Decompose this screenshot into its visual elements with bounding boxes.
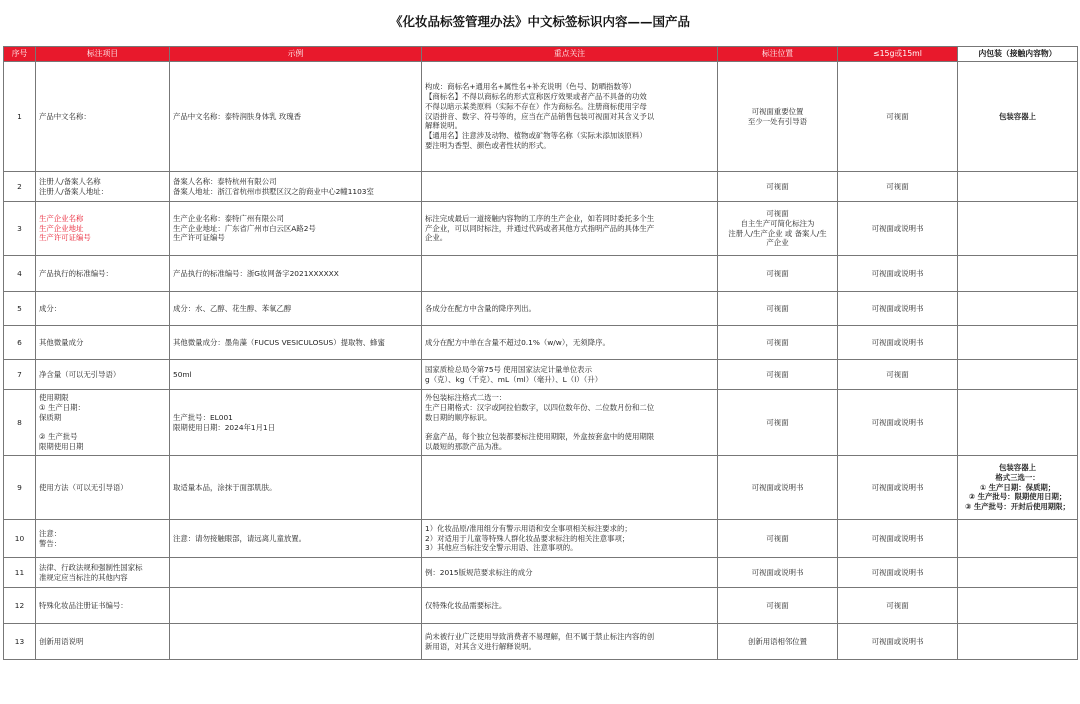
cell-small-package: 可视面或说明书 bbox=[838, 456, 958, 520]
cell-no: 11 bbox=[4, 558, 36, 588]
cell-focus bbox=[422, 390, 718, 456]
label-requirements-table bbox=[3, 46, 1078, 660]
cell-item bbox=[36, 256, 170, 292]
cell-focus-line: 成分在配方中单在含量不超过0.1%（w/w），无须降序。 bbox=[425, 337, 610, 347]
cell-small-package: 可视面或说明书 bbox=[838, 520, 958, 558]
cell-item-line: 注意： bbox=[39, 528, 62, 538]
cell-inner-package-line: ③ 生产批号：开封后使用期限； bbox=[965, 502, 1070, 512]
cell-focus-line: 不得以暗示某类原料（实际不存在）作为商标名。注册商标使用字母 bbox=[425, 101, 647, 111]
cell-item-line: 警告： bbox=[39, 538, 62, 548]
cell-no: 4 bbox=[4, 256, 36, 292]
cell-focus bbox=[422, 292, 718, 326]
cell-item-line: 特殊化妆品注册证书编号： bbox=[39, 600, 128, 610]
table-row bbox=[4, 520, 1078, 558]
cell-item bbox=[36, 172, 170, 202]
cell-position-line: 可视面 bbox=[766, 369, 789, 379]
cell-item-line: ② 生产批号 bbox=[39, 432, 78, 442]
cell-inner-package-line: ① 生产日期：保质期； bbox=[979, 482, 1056, 492]
cell-position-line: 创新用语相邻位置 bbox=[747, 636, 808, 646]
cell-focus-line: g（克）、kg（千克）、mL（ml）（毫升）、L（l）（升） bbox=[425, 374, 603, 384]
cell-focus bbox=[422, 588, 718, 624]
header-inner-package: 内包装（接触内容物） bbox=[958, 47, 1078, 62]
cell-position-line: 产企业 bbox=[766, 238, 789, 248]
cell-position-line: 自主生产可简化标注为 bbox=[740, 218, 815, 228]
cell-position bbox=[718, 360, 838, 390]
cell-position bbox=[718, 558, 838, 588]
cell-item-line: 其他微量成分 bbox=[39, 337, 84, 347]
cell-position bbox=[718, 588, 838, 624]
cell-focus-line: 外包装标注格式二选一： bbox=[425, 393, 507, 403]
cell-small-package: 可视面 bbox=[838, 172, 958, 202]
cell-focus-line: 3）其他应当标注安全警示用语、注意事项的。 bbox=[425, 543, 578, 553]
cell-focus-line: 数日期的顺序标识。 bbox=[425, 412, 492, 422]
header-focus: 重点关注 bbox=[422, 47, 718, 62]
cell-position bbox=[718, 62, 838, 172]
cell-item-line: 生产许可证编号 bbox=[39, 233, 91, 243]
cell-position-line: 可视面 bbox=[766, 208, 789, 218]
cell-focus bbox=[422, 456, 718, 520]
cell-example-line: 限期使用日期：2024年1月1日 bbox=[173, 422, 276, 432]
cell-item-line: 注册人/备案人地址： bbox=[39, 186, 109, 196]
cell-inner-package bbox=[958, 202, 1078, 256]
cell-example bbox=[170, 292, 422, 326]
cell-position bbox=[718, 326, 838, 360]
cell-focus-line: 构成：商标名+通用名+属性名+补充说明（色号、防晒指数等） bbox=[425, 82, 636, 92]
cell-position-line: 可视面 bbox=[766, 181, 789, 191]
cell-focus bbox=[422, 624, 718, 660]
cell-focus bbox=[422, 62, 718, 172]
cell-item-line: 生产企业名称 bbox=[39, 213, 84, 223]
cell-inner-package bbox=[958, 172, 1078, 202]
cell-no: 5 bbox=[4, 292, 36, 326]
cell-focus bbox=[422, 520, 718, 558]
cell-position bbox=[718, 202, 838, 256]
cell-position bbox=[718, 456, 838, 520]
cell-focus-line: 【商标名】不得以商标名的形式宣称医疗效果或者产品不具备的功效 bbox=[425, 92, 647, 102]
cell-inner-package bbox=[958, 520, 1078, 558]
cell-inner-package-line: ② 生产批号：限期使用日期； bbox=[968, 492, 1067, 502]
cell-small-package: 可视面或说明书 bbox=[838, 624, 958, 660]
header-item: 标注项目 bbox=[36, 47, 170, 62]
cell-focus bbox=[422, 360, 718, 390]
cell-small-package: 可视面或说明书 bbox=[838, 558, 958, 588]
cell-position bbox=[718, 624, 838, 660]
cell-item-line: 注册人/备案人名称 bbox=[39, 176, 101, 186]
cell-example-line: 50ml bbox=[173, 369, 192, 379]
cell-item bbox=[36, 360, 170, 390]
cell-small-package: 可视面 bbox=[838, 62, 958, 172]
cell-example bbox=[170, 558, 422, 588]
cell-item bbox=[36, 624, 170, 660]
cell-item-line: 成分： bbox=[39, 303, 62, 313]
cell-inner-package bbox=[958, 390, 1078, 456]
cell-inner-package bbox=[958, 62, 1078, 172]
cell-no: 9 bbox=[4, 456, 36, 520]
cell-inner-package bbox=[958, 624, 1078, 660]
cell-example-line: 备案人地址：浙江省杭州市拱墅区汉之韵商业中心2幢1103室 bbox=[173, 186, 374, 196]
header-small-package: ≤15g或15ml bbox=[838, 47, 958, 62]
cell-example-line: 生产企业名称：泰特广州有限公司 bbox=[173, 213, 284, 223]
cell-small-package: 可视面或说明书 bbox=[838, 390, 958, 456]
cell-focus-line: 尚未被行业广泛使用导致消费者不易理解，但不属于禁止标注内容的创 bbox=[425, 631, 655, 641]
cell-item bbox=[36, 588, 170, 624]
cell-example bbox=[170, 588, 422, 624]
cell-focus-line: 例：2015版规范要求标注的成分 bbox=[425, 567, 533, 577]
cell-position-line: 可视面重要位置 bbox=[751, 106, 804, 116]
cell-inner-package bbox=[958, 360, 1078, 390]
cell-no: 6 bbox=[4, 326, 36, 360]
cell-item bbox=[36, 292, 170, 326]
cell-inner-package-line: 包装容器上 bbox=[999, 111, 1036, 121]
cell-small-package: 可视面或说明书 bbox=[838, 256, 958, 292]
cell-item-line: 使用方法（可以无引导语） bbox=[39, 482, 128, 492]
cell-position-line: 可视面或说明书 bbox=[751, 567, 804, 577]
table-row bbox=[4, 172, 1078, 202]
cell-focus bbox=[422, 326, 718, 360]
cell-focus-line: 仅特殊化妆品需要标注。 bbox=[425, 600, 507, 610]
cell-inner-package-line: 包装容器上 bbox=[999, 463, 1036, 473]
cell-inner-package bbox=[958, 456, 1078, 520]
cell-example bbox=[170, 62, 422, 172]
cell-example bbox=[170, 624, 422, 660]
table-row bbox=[4, 456, 1078, 520]
cell-example-line: 成分：水、乙醇、花生醇、苯氧乙醇 bbox=[173, 303, 292, 313]
cell-example-line: 其他微量成分：墨角藻（FUCUS VESICULOSUS）提取物、蜂蜜 bbox=[173, 337, 385, 347]
cell-item bbox=[36, 558, 170, 588]
cell-focus-line: 2）对适用于儿童等特殊人群化妆品要求标注的相关注意事项； bbox=[425, 533, 630, 543]
cell-position bbox=[718, 390, 838, 456]
cell-focus-line: 汉语拼音、数字、符号等的，应当在产品销售包装可视面对其含义予以 bbox=[425, 111, 655, 121]
cell-inner-package-line: 格式三选一： bbox=[995, 472, 1040, 482]
cell-position-line: 可视面 bbox=[766, 303, 789, 313]
table-row bbox=[4, 624, 1078, 660]
header-position: 标注位置 bbox=[718, 47, 838, 62]
cell-position-line: 可视面 bbox=[766, 337, 789, 347]
cell-no: 3 bbox=[4, 202, 36, 256]
cell-item bbox=[36, 62, 170, 172]
cell-focus bbox=[422, 558, 718, 588]
cell-example bbox=[170, 326, 422, 360]
cell-focus-line: 企业。 bbox=[425, 233, 448, 243]
cell-item-line: 保质期 bbox=[39, 412, 62, 422]
cell-position-line: 可视面或说明书 bbox=[751, 482, 804, 492]
cell-focus-line: 以最短的那款产品为准。 bbox=[425, 442, 507, 452]
cell-inner-package bbox=[958, 558, 1078, 588]
cell-item bbox=[36, 390, 170, 456]
cell-item-line: 净含量（可以无引导语） bbox=[39, 369, 121, 379]
cell-item-line: 创新用语说明 bbox=[39, 636, 84, 646]
cell-focus-line: 要注明为香型、颜色或者性状的形式。 bbox=[425, 140, 551, 150]
cell-focus-line: 国家质检总局令第75号 使用国家法定计量单位表示 bbox=[425, 364, 592, 374]
cell-example bbox=[170, 360, 422, 390]
table-row bbox=[4, 558, 1078, 588]
cell-inner-package bbox=[958, 326, 1078, 360]
cell-inner-package bbox=[958, 256, 1078, 292]
cell-example bbox=[170, 520, 422, 558]
cell-focus-line: 1）化妆品原/准用组分有警示用语和安全事项相关标注要求的； bbox=[425, 523, 632, 533]
cell-example-line: 产品执行的标准编号：浙G妆网备字2021XXXXXX bbox=[173, 268, 339, 278]
header-example: 示例 bbox=[170, 47, 422, 62]
table-row bbox=[4, 360, 1078, 390]
cell-small-package: 可视面或说明书 bbox=[838, 202, 958, 256]
cell-position-line: 可视面 bbox=[766, 600, 789, 610]
cell-position-line: 可视面 bbox=[766, 417, 789, 427]
cell-focus-line: 标注完成最后一道接触内容物的工序的生产企业，如若同时委托多个生 bbox=[425, 213, 655, 223]
cell-item-line bbox=[39, 423, 166, 433]
cell-example bbox=[170, 172, 422, 202]
cell-item-line: 使用期限 bbox=[39, 393, 69, 403]
cell-no: 12 bbox=[4, 588, 36, 624]
table-row bbox=[4, 202, 1078, 256]
cell-inner-package bbox=[958, 588, 1078, 624]
cell-position bbox=[718, 520, 838, 558]
cell-focus bbox=[422, 256, 718, 292]
cell-item-line: 产品执行的标准编号： bbox=[39, 268, 113, 278]
cell-position-line: 至少一处有引导语 bbox=[747, 116, 808, 126]
table-row bbox=[4, 326, 1078, 360]
cell-example-line: 取适量本品，涂抹于面部肌肤。 bbox=[173, 482, 277, 492]
table-row bbox=[4, 292, 1078, 326]
cell-item bbox=[36, 520, 170, 558]
cell-focus-line: 解释说明。 bbox=[425, 121, 462, 131]
cell-position-line: 注册人/生产企业 或 备案人/生 bbox=[728, 228, 827, 238]
cell-example-line: 生产许可证编号 bbox=[173, 233, 225, 243]
cell-small-package: 可视面或说明书 bbox=[838, 292, 958, 326]
page-title: 《化妆品标签管理办法》中文标签标识内容——国产品 bbox=[389, 14, 690, 29]
cell-example-line: 生产企业地址：广东省广州市白云区A路2号 bbox=[173, 223, 316, 233]
cell-item bbox=[36, 456, 170, 520]
header-row bbox=[4, 47, 1078, 62]
cell-focus-line: 各成分在配方中含量的降序列出。 bbox=[425, 303, 536, 313]
cell-focus-line: 【通用名】注意涉及动物、植物或矿物等名称（实际未添加该原料） bbox=[425, 131, 647, 141]
cell-focus-line: 新用语，对其含义进行解释说明。 bbox=[425, 641, 536, 651]
cell-example bbox=[170, 456, 422, 520]
cell-example-line: 备案人名称：泰特杭州有限公司 bbox=[173, 176, 277, 186]
cell-focus-line: 产企业，可以同时标注，并通过代码或者其他方式指明产品的具体生产 bbox=[425, 223, 655, 233]
cell-item bbox=[36, 326, 170, 360]
cell-example bbox=[170, 256, 422, 292]
cell-item-line: 生产企业地址 bbox=[39, 223, 84, 233]
cell-item-line: 限期使用日期 bbox=[39, 442, 84, 452]
cell-focus-line bbox=[425, 423, 714, 433]
cell-focus bbox=[422, 202, 718, 256]
cell-small-package: 可视面 bbox=[838, 360, 958, 390]
cell-item-line: ① 生产日期： bbox=[39, 402, 85, 412]
cell-example-line: 生产批号：EL001 bbox=[173, 412, 233, 422]
cell-no: 13 bbox=[4, 624, 36, 660]
cell-position-line: 可视面 bbox=[766, 533, 789, 543]
cell-example bbox=[170, 202, 422, 256]
cell-focus bbox=[422, 172, 718, 202]
cell-position bbox=[718, 292, 838, 326]
cell-item-line: 产品中文名称： bbox=[39, 111, 91, 121]
cell-example bbox=[170, 390, 422, 456]
cell-inner-package bbox=[958, 292, 1078, 326]
cell-example-line: 注意：请勿接触眼部，请远离儿童放置。 bbox=[173, 533, 307, 543]
cell-no: 1 bbox=[4, 62, 36, 172]
cell-no: 7 bbox=[4, 360, 36, 390]
cell-example-line: 产品中文名称：泰特润肤身体乳 玫瑰香 bbox=[173, 111, 301, 121]
cell-position bbox=[718, 172, 838, 202]
cell-focus-line: 套盒产品，每个独立包装都要标注使用期限，外盒按套盒中的使用期限 bbox=[425, 432, 655, 442]
cell-item-line: 法律、行政法规和强制性国家标 bbox=[39, 562, 143, 572]
table-row bbox=[4, 588, 1078, 624]
header-no: 序号 bbox=[4, 47, 36, 62]
cell-focus-line: 生产日期格式：汉字或阿拉伯数字，以四位数年份、二位数月份和二位 bbox=[425, 402, 655, 412]
table-row bbox=[4, 62, 1078, 172]
table-row bbox=[4, 390, 1078, 456]
cell-item bbox=[36, 202, 170, 256]
cell-no: 8 bbox=[4, 390, 36, 456]
cell-no: 10 bbox=[4, 520, 36, 558]
table-row bbox=[4, 256, 1078, 292]
cell-no: 2 bbox=[4, 172, 36, 202]
cell-item-line: 准规定应当标注的其他内容 bbox=[39, 572, 128, 582]
cell-position bbox=[718, 256, 838, 292]
cell-small-package: 可视面或说明书 bbox=[838, 326, 958, 360]
cell-position-line: 可视面 bbox=[766, 268, 789, 278]
cell-small-package: 可视面 bbox=[838, 588, 958, 624]
